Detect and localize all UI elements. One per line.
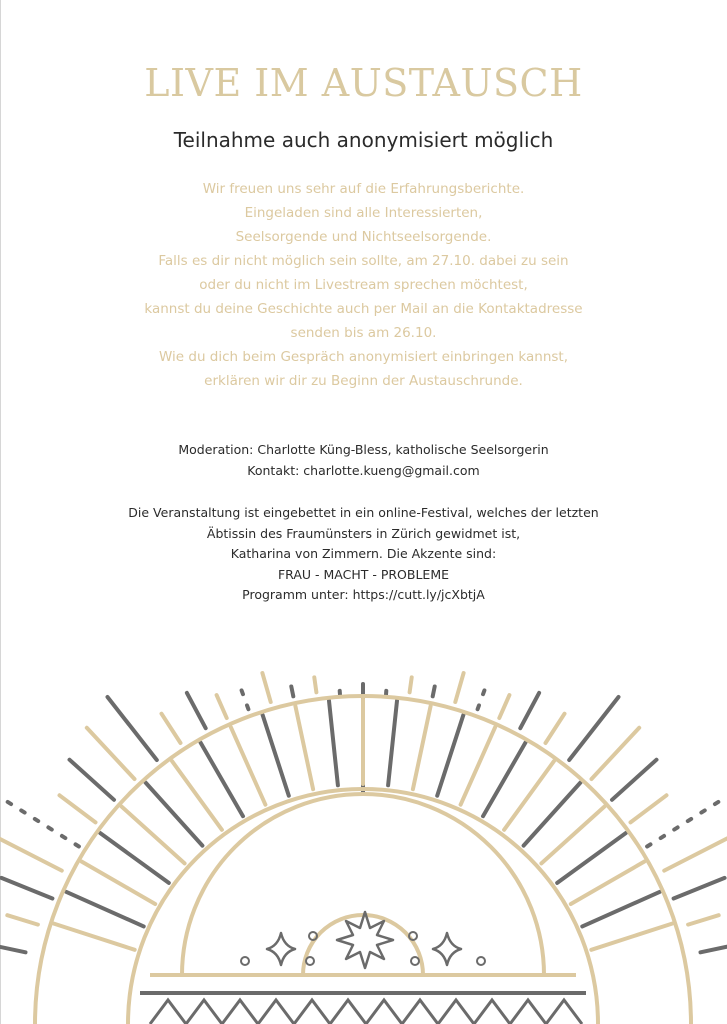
sun-ray [478, 690, 485, 709]
intro-line: erklären wir dir zu Beginn der Austauschrunde. [204, 373, 523, 389]
sun-ray [455, 673, 463, 702]
sun-ray [217, 695, 227, 718]
sun-ray [201, 743, 244, 817]
intro-line: Wie du dich beim Gespräch anonymisiert einbringen kannst, [158, 349, 569, 365]
sun-ray [647, 796, 727, 846]
sun-ray [329, 701, 338, 786]
sun-ray [7, 915, 38, 924]
festival-line: Die Veranstaltung ist eingebettet in ein online-Festival, welches der letzten [128, 505, 599, 520]
sun-ray [0, 942, 26, 952]
sun-ray [410, 677, 412, 692]
sun-ray [295, 706, 313, 789]
sun-ray [108, 697, 157, 760]
program-link: Programm unter: https://cutt.ly/jcXbtjA [242, 587, 485, 602]
sun-ray [1, 878, 52, 899]
intro-line: Eingeladen sind alle Interessierten, [244, 205, 483, 221]
sun-ray [483, 743, 526, 817]
sun-ray [242, 690, 249, 709]
middle-arc [128, 789, 598, 1024]
sun-ray [162, 714, 181, 743]
sun-ray [0, 796, 79, 846]
sun-ray [499, 695, 509, 718]
sun-ray [569, 697, 618, 760]
intro-line: Falls es dir nicht möglich sein sollte, am 27.10. dabei zu sein [158, 253, 569, 269]
sun-ray [291, 687, 293, 697]
sun-ray [631, 795, 667, 822]
sun-ray [262, 673, 270, 702]
sun-ray [87, 728, 135, 779]
sun-ray [70, 760, 115, 800]
four-point-star-icon [267, 933, 295, 965]
intro-line: senden bis am 26.10. [290, 325, 437, 341]
sun-ray [413, 706, 431, 789]
sun-ray [571, 862, 645, 905]
festival-line: Katharina von Zimmern. Die Akzente sind: [230, 546, 497, 561]
sun-ray [82, 862, 156, 905]
sun-rays [0, 673, 727, 952]
sun-ray [520, 693, 539, 728]
sun-ray [701, 942, 727, 952]
four-point-star-icon [433, 933, 461, 965]
sun-ray [612, 760, 657, 800]
festival-block [60, 503, 667, 606]
intro-line: Wir freuen uns sehr auf die Erfahrungsberichte. [202, 181, 525, 197]
sun-ray [66, 892, 144, 927]
intro-paragraph [60, 177, 667, 393]
sun-ray [231, 727, 266, 805]
inner-arc [182, 794, 544, 975]
sun-ray [314, 677, 316, 692]
contact-block [60, 440, 667, 481]
sun-ray [582, 892, 660, 927]
sun-ray [263, 715, 289, 796]
sun-ray [60, 795, 96, 822]
contact-email-text: Kontakt: charlotte.kueng@gmail.com [247, 462, 480, 478]
eight-point-star-icon [337, 912, 393, 968]
sun-ray [664, 833, 727, 870]
intro-line: oder du nicht im Livestream sprechen möchtest, [199, 277, 528, 293]
moderation-text: Moderation: Charlotte Küng-Bless, katholische Seelsorgerin [178, 442, 549, 457]
sun-ray [461, 727, 496, 805]
sun-ray [388, 701, 397, 786]
center-dome [303, 915, 423, 975]
sun-ray [674, 878, 725, 899]
sun-ray [54, 924, 135, 950]
page-title: LIVE IM AUSTAUSCH [144, 61, 583, 105]
sunburst-illustration [0, 650, 727, 1024]
festival-line: Äbtissin des Fraumünsters in Zürich gewidmet ist, [206, 525, 521, 541]
festival-accents: FRAU - MACHT - PROBLEME [277, 566, 450, 582]
sun-ray [187, 693, 206, 728]
intro-line: kannst du deine Geschichte auch per Mail an die Kontaktadresse [144, 301, 583, 317]
sun-ray [688, 915, 719, 924]
zigzag-band [150, 1000, 582, 1024]
page-subtitle: Teilnahme auch anonymisiert möglich [173, 128, 554, 152]
intro-line: Seelsorgende und Nichtseelsorgende. [235, 229, 492, 245]
sun-ray [592, 728, 640, 779]
sun-ray [0, 833, 62, 870]
sun-ray [433, 687, 435, 697]
sun-ray [386, 680, 387, 695]
sun-ray [591, 924, 672, 950]
sun-ray [339, 680, 340, 695]
sun-ray [437, 715, 463, 796]
sun-ray [546, 714, 565, 743]
